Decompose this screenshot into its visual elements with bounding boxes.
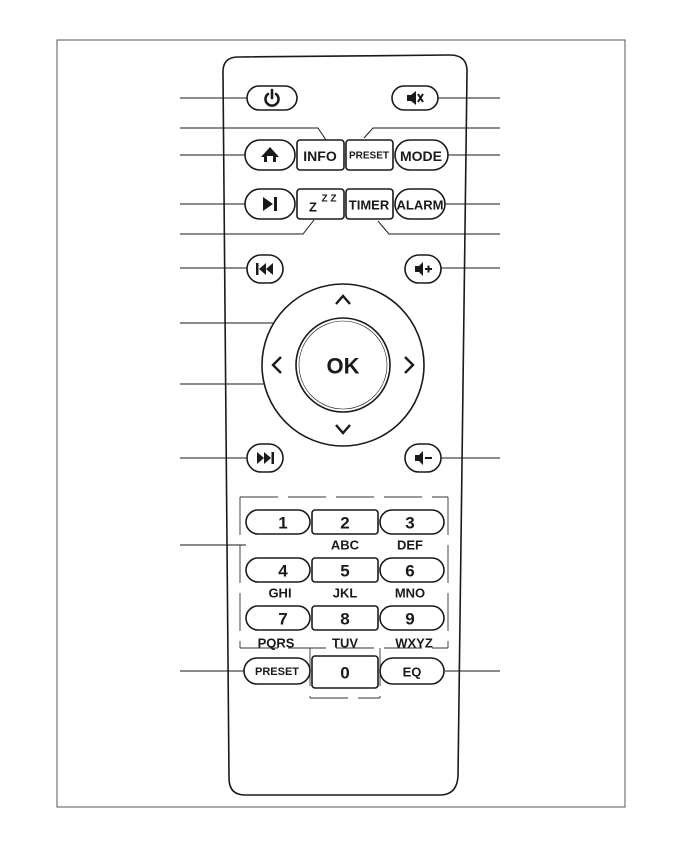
key-9-digit: 9: [405, 609, 415, 629]
preset-bottom-label: PRESET: [254, 666, 300, 678]
key-5-digit: 5: [340, 561, 350, 581]
key-1-digit: 1: [278, 513, 288, 533]
key-0-digit: 0: [340, 663, 350, 683]
key-3-digit: 3: [405, 513, 415, 533]
key-6-letters: MNO: [394, 585, 426, 601]
key-5-letters: JKL: [332, 585, 358, 601]
mode-label: MODE: [400, 148, 442, 164]
eq-label: EQ: [402, 664, 422, 680]
key-9-letters: WXYZ: [395, 635, 433, 651]
ok-label: OK: [326, 353, 360, 379]
key-4-letters: GHI: [268, 585, 292, 601]
sleep-button[interactable]: [297, 189, 344, 219]
key-6-digit: 6: [405, 561, 415, 581]
key-8-letters: TUV: [332, 635, 358, 651]
key-4-digit: 4: [278, 561, 288, 581]
key-3-letters: DEF: [397, 537, 423, 553]
preset-top-label: PRESET: [348, 150, 390, 162]
sleep-label: Z: [309, 199, 317, 215]
sleep-superscript: Z Z: [321, 193, 337, 205]
alarm-label: ALARM: [396, 197, 444, 213]
key-2-letters: ABC: [330, 537, 360, 553]
key-2-digit: 2: [340, 513, 350, 533]
info-label: INFO: [303, 148, 337, 164]
key-7-digit: 7: [278, 609, 288, 629]
key-8-digit: 8: [340, 609, 350, 629]
timer-label: TIMER: [348, 197, 390, 213]
key-7-letters: PQRS: [257, 635, 295, 651]
